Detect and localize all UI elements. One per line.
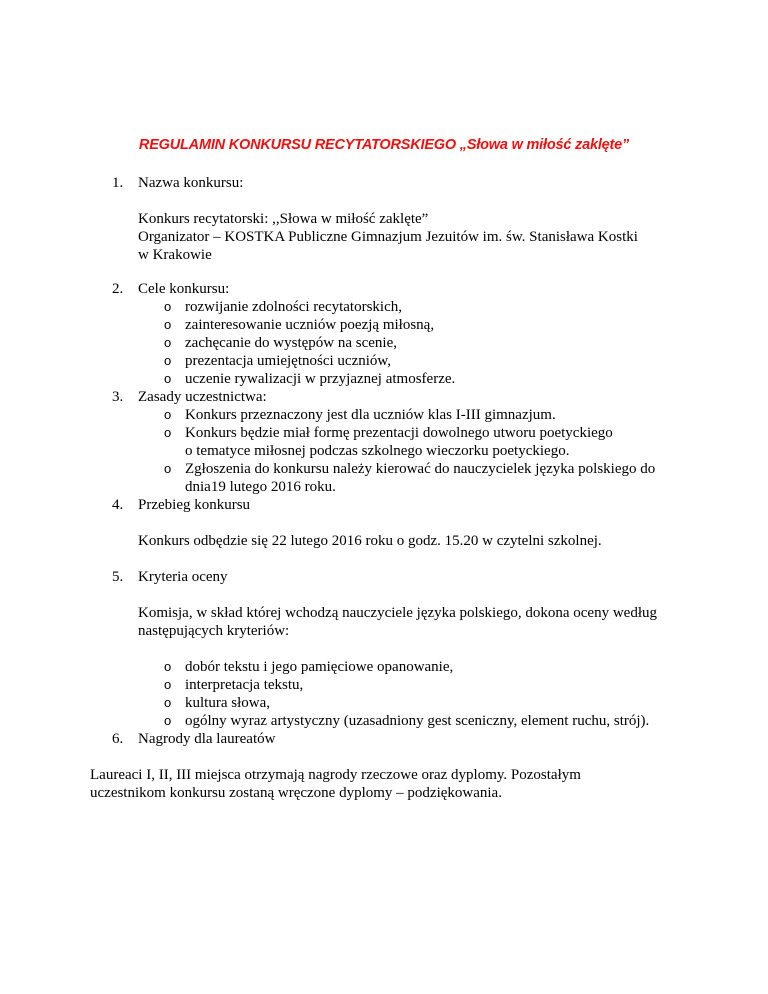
section-2-item-4: prezentacja umiejętności uczniów, <box>185 353 392 369</box>
section-5-item-3: kultura słowa, <box>185 695 270 711</box>
bullet-icon: o <box>164 713 172 728</box>
section-1-number: 1. <box>112 175 124 191</box>
section-6-number: 6. <box>112 731 124 747</box>
bullet-icon: o <box>164 317 172 332</box>
section-2-item-2: zainteresowanie uczniów poezją miłosną, <box>185 317 435 333</box>
section-3-item-3-line-1: Zgłoszenia do konkursu należy kierować do nauczycielek języka polskiego do <box>185 461 656 477</box>
bullet-icon: o <box>164 659 172 674</box>
section-5-item-4: ogólny wyraz artystyczny (uzasadniony gest sceniczny, element ruchu, strój). <box>185 713 650 729</box>
section-4-number: 4. <box>112 497 124 513</box>
closing-line-2: uczestnikom konkursu zostaną wręczone dyplomy – podziękowania. <box>90 785 502 801</box>
section-5-item-2: interpretacja tekstu, <box>185 677 304 693</box>
section-1-para-2: Organizator – KOSTKA Publiczne Gimnazjum Jezuitów im. św. Stanisława Kostki <box>138 229 638 245</box>
bullet-icon: o <box>164 425 172 440</box>
section-5-number: 5. <box>112 569 124 585</box>
section-3-heading: Zasady uczestnictwa: <box>138 389 267 405</box>
section-3-item-2-line-2: o tematyce miłosnej podczas szkolnego wieczorku poetyckiego. <box>185 443 570 459</box>
section-3-number: 3. <box>112 389 124 405</box>
section-1-para-1: Konkurs recytatorski: ,,Słowa w miłość zaklęte” <box>138 211 429 227</box>
section-5-item-1: dobór tekstu i jego pamięciowe opanowanie, <box>185 659 454 675</box>
bullet-icon: o <box>164 677 172 692</box>
section-4-para-1: Konkurs odbędzie się 22 lutego 2016 roku o godz. 15.20 w czytelni szkolnej. <box>138 533 602 549</box>
section-3-item-2-line-1: Konkurs będzie miał formę prezentacji dowolnego utworu poetyckiego <box>185 425 613 441</box>
bullet-icon: o <box>164 407 172 422</box>
bullet-icon: o <box>164 299 172 314</box>
section-2-number: 2. <box>112 281 124 297</box>
section-1-heading: Nazwa konkursu: <box>138 175 244 191</box>
section-5-para-1: Komisja, w skład której wchodzą nauczyciele języka polskiego, dokona oceny według <box>138 605 658 621</box>
section-2-item-5: uczenie rywalizacji w przyjaznej atmosferze. <box>185 371 456 387</box>
bullet-icon: o <box>164 335 172 350</box>
section-2-item-1: rozwijanie zdolności recytatorskich, <box>185 299 403 315</box>
closing-line-1: Laureaci I, II, III miejsca otrzymają nagrody rzeczowe oraz dyplomy. Pozostałym <box>90 767 581 783</box>
section-4-heading: Przebieg konkursu <box>138 497 251 513</box>
section-2-heading: Cele konkursu: <box>138 281 230 297</box>
section-5-para-2: następujących kryteriów: <box>138 623 290 639</box>
section-6-heading: Nagrody dla laureatów <box>138 731 276 747</box>
document-title: REGULAMIN KONKURSU RECYTATORSKIEGO „Słowa w miłość zaklęte” <box>138 137 630 153</box>
section-5-heading: Kryteria oceny <box>138 569 228 585</box>
section-2-item-3: zachęcanie do występów na scenie, <box>185 335 397 351</box>
bullet-icon: o <box>164 371 172 386</box>
section-3-item-3-line-2: dnia19 lutego 2016 roku. <box>185 479 336 495</box>
section-3-item-1: Konkurs przeznaczony jest dla uczniów klas I-III gimnazjum. <box>185 407 556 423</box>
bullet-icon: o <box>164 695 172 710</box>
bullet-icon: o <box>164 353 172 368</box>
bullet-icon: o <box>164 461 172 476</box>
section-1-para-3: w Krakowie <box>138 247 212 263</box>
